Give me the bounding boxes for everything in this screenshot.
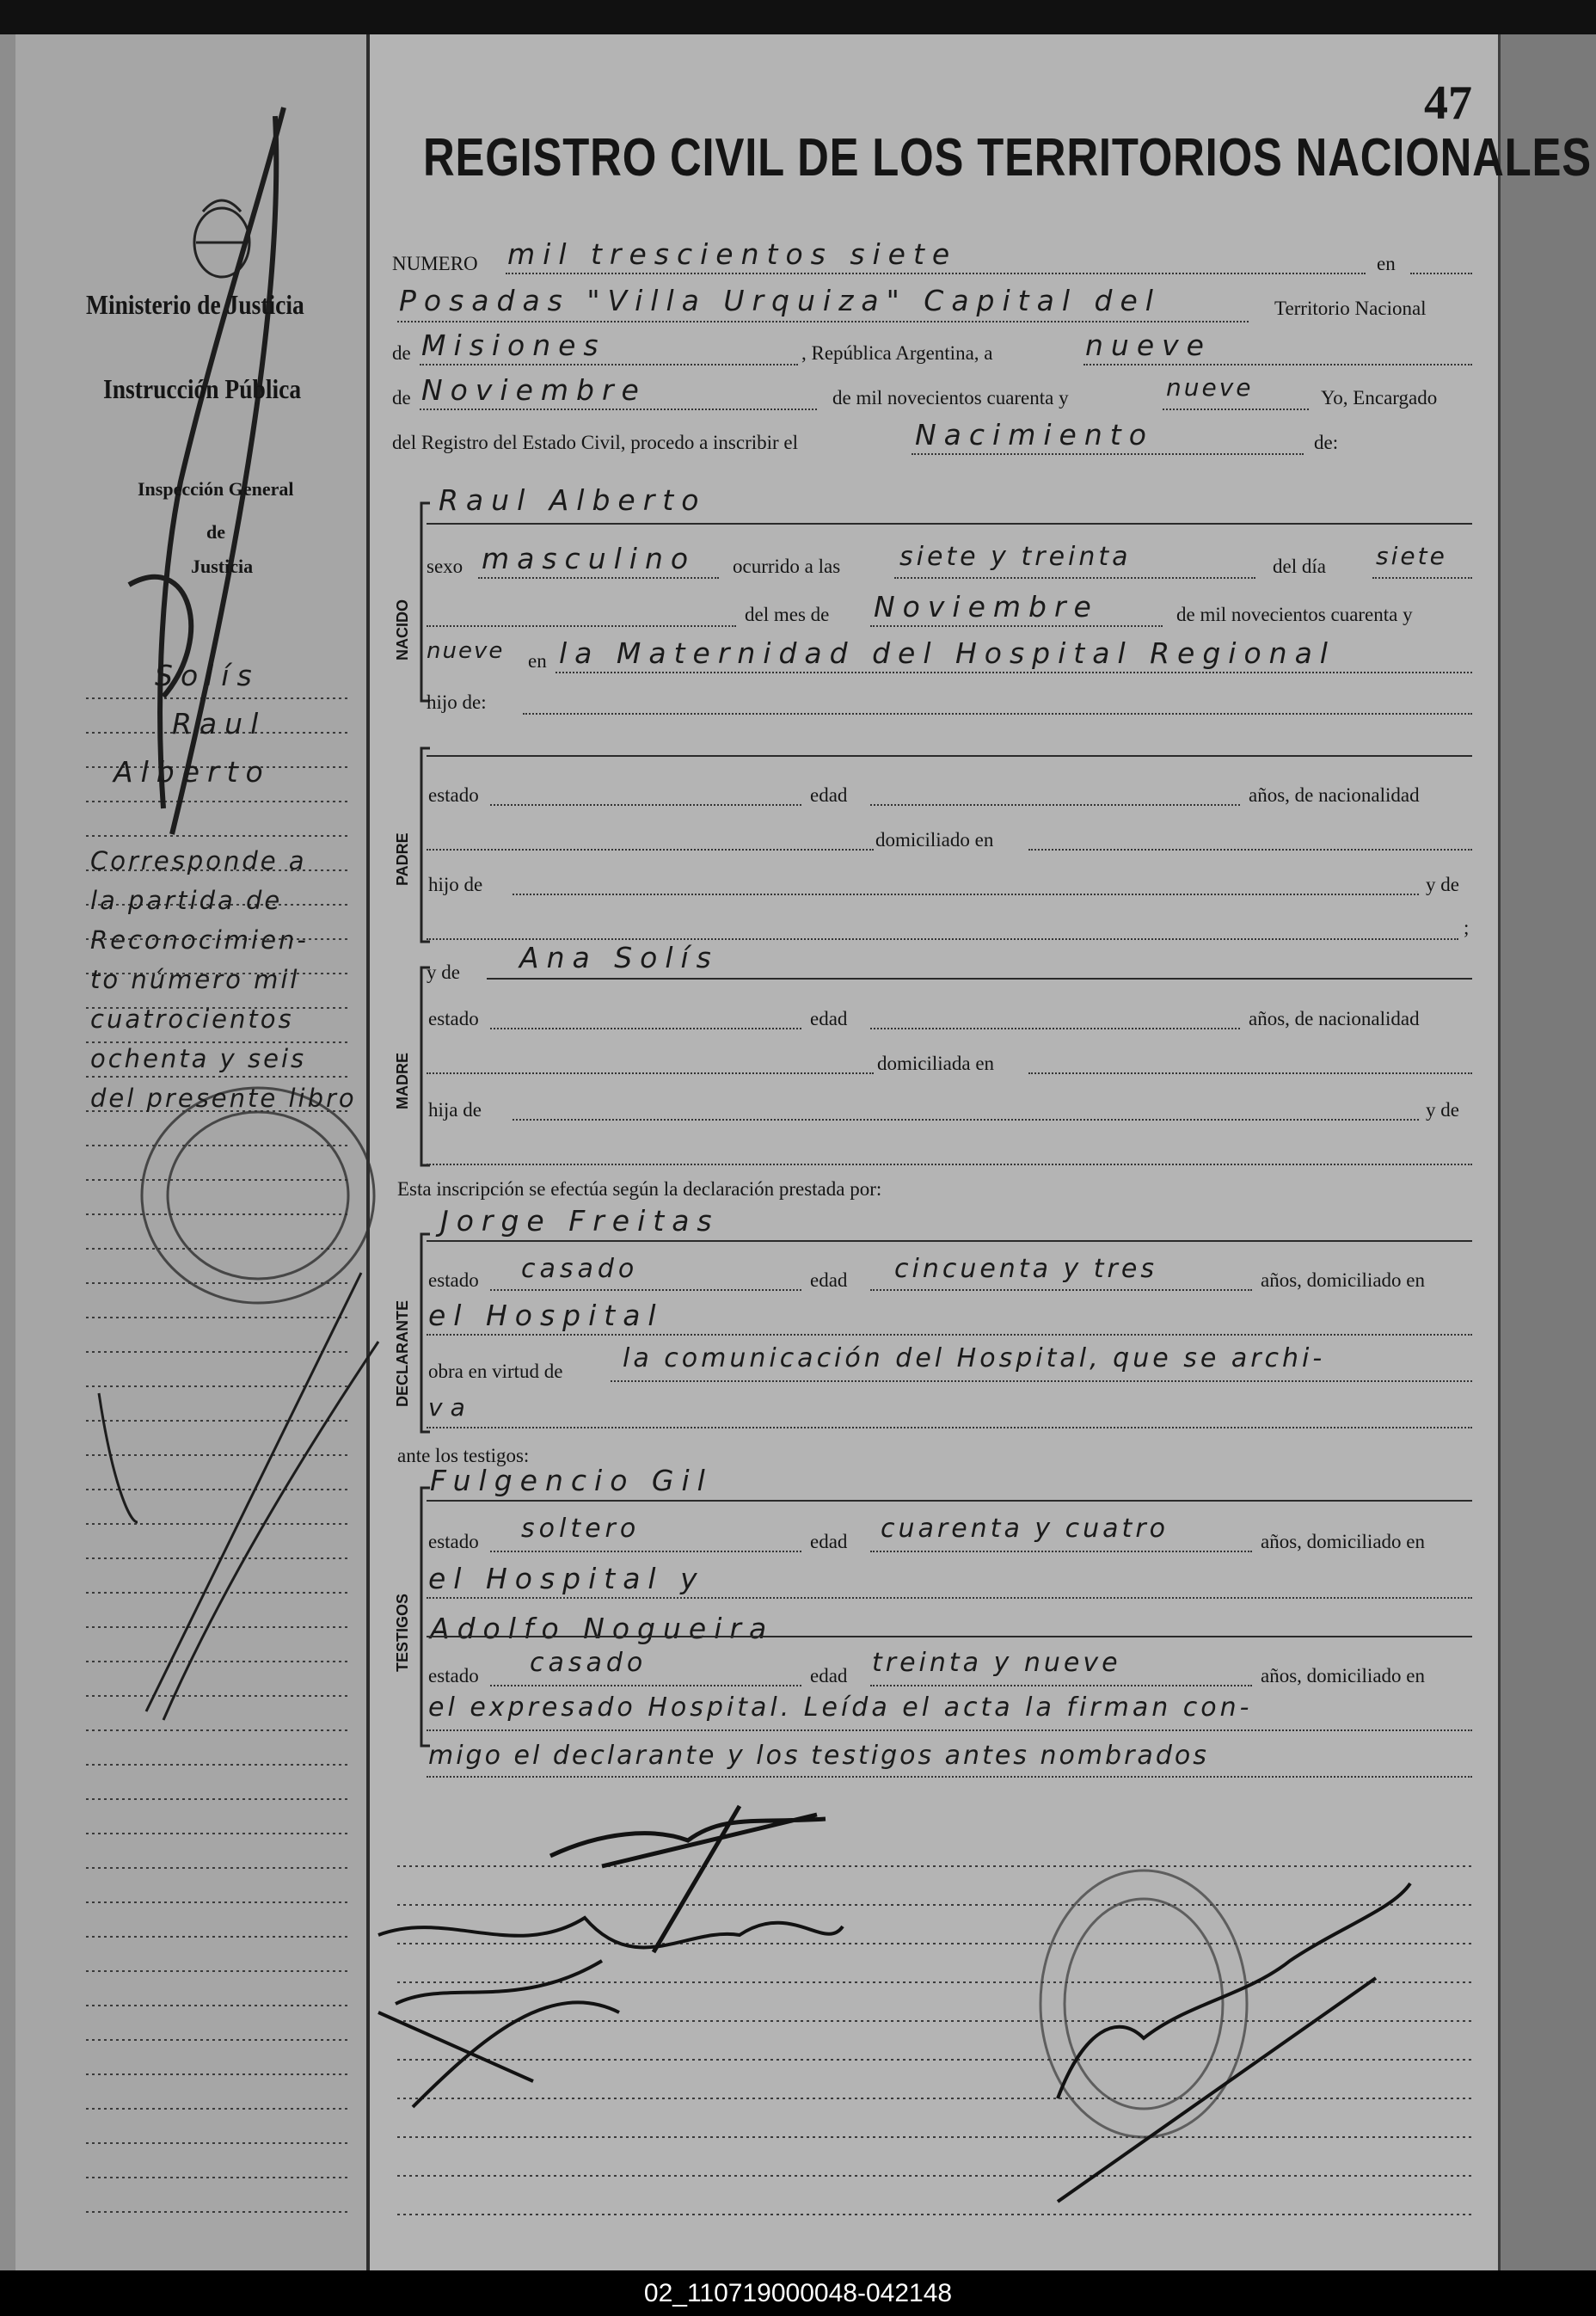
label-de-2: de [392, 387, 411, 409]
stub-hw-name1: Raul [172, 707, 267, 740]
stub-hw-name2: Alberto [114, 755, 271, 789]
t2-label-edad: edad [810, 1665, 848, 1686]
hw-mes: Noviembre [421, 373, 647, 407]
madre-label-y-de: y de [427, 961, 460, 983]
registrar-signature [1058, 1883, 1410, 2202]
t1-label-anos-dom: años, domiciliado en [1261, 1531, 1425, 1552]
section-label-nacido: NACIDO [394, 599, 411, 660]
label-del-mes: del mes de [745, 604, 830, 625]
label-del-registro: del Registro del Estado Civil, procedo a inscribir el [392, 432, 799, 453]
hw-acta: Nacimiento [915, 418, 1154, 452]
hw-testigo1: Fulgencio Gil [430, 1464, 713, 1497]
document-id-footer: 02_110719000048-042148 [0, 2270, 1596, 2316]
t2-label-estado: estado [428, 1665, 479, 1686]
witness-signatures [378, 1918, 843, 2107]
decl-label-estado: estado [428, 1269, 479, 1291]
decl-label-anos-dom: años, domiciliado en [1261, 1269, 1425, 1291]
stub-inspection-line1: Inspección General [138, 478, 294, 500]
hw-cierre-2: migo el declarante y los testigos antes nombrados [428, 1741, 1209, 1771]
padre-label-edad: edad [810, 784, 848, 806]
hw-lugar-nac: la Maternidad del Hospital Regional [559, 636, 1335, 670]
hw-nombre: Raul Alberto [439, 483, 707, 517]
stub-note-line6: ochenta y seis [90, 1044, 307, 1073]
hw-madre: Ana Solís [519, 941, 719, 974]
stub-inspection-line3: Justicia [191, 556, 254, 577]
section-label-padre: PADRE [394, 832, 411, 886]
stub-note-line1: Corresponde a [90, 846, 307, 875]
decl-label-edad: edad [810, 1269, 848, 1291]
hw-sexo: masculino [482, 542, 697, 575]
stub-hw-surname: Solís [155, 659, 260, 692]
hw-decl-edad: cincuenta y tres [894, 1254, 1157, 1284]
padre-semicolon: ; [1464, 917, 1470, 938]
hw-t2-estado: casado [530, 1648, 648, 1678]
main-ruled-lines [397, 1866, 1472, 2215]
hw-lugar: Posadas "Villa Urquiza" Capital del [399, 284, 1161, 317]
declarant-signature [550, 1806, 826, 1952]
hw-obra-1: la comunicación del Hospital, que se archi- [623, 1343, 1326, 1373]
madre-label-edad: edad [810, 1008, 848, 1029]
hw-numero: mil trescientos siete [507, 237, 958, 271]
t1-label-estado: estado [428, 1531, 479, 1552]
madre-label-domiciliada: domiciliada en [877, 1053, 995, 1074]
stub-note-line5: cuatrocientos [90, 1004, 294, 1034]
label-declaracion: Esta inscripción se efectúa según la declaración prestada por: [397, 1178, 882, 1200]
label-hijo-de-colon: hijo de: [427, 691, 487, 713]
padre-label-anos: años, de nacionalidad [1249, 784, 1420, 806]
stub-note-line3: Reconocimien- [90, 925, 309, 955]
hw-anio-nac: nueve [427, 638, 505, 664]
t2-label-anos-dom: años, domiciliado en [1261, 1665, 1425, 1686]
padre-label-estado: estado [428, 784, 479, 806]
hw-dia: nueve [1085, 329, 1212, 362]
section-label-testigos: TESTIGOS [394, 1593, 411, 1672]
madre-label-hija-de: hija de [428, 1099, 482, 1121]
section-label-madre: MADRE [394, 1053, 411, 1109]
stub-seal-stamp [142, 1088, 374, 1303]
stub-ministry-line1: Ministerio de Justicia [86, 289, 304, 320]
drawing-layer [0, 34, 1596, 2270]
label-republica: , República Argentina, a [801, 342, 993, 364]
hw-obra-2: va [428, 1393, 473, 1422]
stub-ministry-line2: Instrucción Pública [103, 373, 302, 404]
label-yo-encargado: Yo, Encargado [1321, 387, 1438, 409]
section-braces [421, 503, 430, 1746]
hw-mes-nac: Noviembre [874, 590, 1099, 624]
stub-note-line4: to número mil [90, 965, 300, 994]
hw-hora: siete y treinta [899, 542, 1132, 572]
label-en-2: en [528, 650, 547, 672]
hw-territorio: Misiones [421, 329, 606, 362]
hw-testigo2: Adolfo Nogueira [430, 1612, 775, 1645]
page-number: 47 [1424, 77, 1472, 130]
page-title: REGISTRO CIVIL DE LOS TERRITORIOS NACIONALES [423, 128, 1592, 187]
hw-decl-dom: el Hospital [428, 1299, 664, 1332]
section-label-declarante: DECLARANTE [394, 1300, 411, 1407]
hw-cierre-1: el expresado Hospital. Leída el acta la firman con- [428, 1692, 1253, 1723]
hw-t2-edad: treinta y nueve [872, 1648, 1121, 1678]
label-ante-testigos: ante los testigos: [397, 1445, 530, 1466]
padre-label-domiciliado: domiciliado en [875, 829, 994, 851]
hw-decl-estado: casado [521, 1254, 639, 1284]
stub-note-line7: del presente libro [90, 1084, 357, 1113]
label-de-colon: de: [1314, 432, 1339, 453]
stub-inspection-line2: de [206, 521, 225, 543]
stub-note-line2: la partida de [90, 886, 283, 915]
hw-t1-dom: el Hospital y [428, 1562, 705, 1595]
padre-label-hijo-de: hijo de [428, 874, 483, 895]
padre-label-y-de: y de [1426, 874, 1459, 895]
label-territorio-nacional: Territorio Nacional [1274, 298, 1427, 319]
label-de-mil-2: de mil novecientos cuarenta y [1176, 604, 1413, 625]
hw-anio: nueve [1166, 373, 1254, 402]
label-de-1: de [392, 342, 411, 364]
hw-dia-nac: siete [1376, 542, 1447, 570]
label-en: en [1377, 253, 1396, 274]
madre-label-y-de-2: y de [1426, 1099, 1459, 1121]
hw-declarante: Jorge Freitas [440, 1204, 720, 1238]
stub-seal-signature [99, 1273, 378, 1720]
madre-label-anos: años, de nacionalidad [1249, 1008, 1420, 1029]
label-numero: NUMERO [392, 253, 478, 274]
label-ocurrido: ocurrido a las [733, 556, 841, 577]
t1-label-edad: edad [810, 1531, 848, 1552]
hw-t1-estado: soltero [521, 1514, 641, 1544]
document-page [0, 34, 1596, 2270]
label-de-mil: de mil novecientos cuarenta y [832, 387, 1069, 409]
hw-t1-edad: cuarenta y cuatro [881, 1514, 1169, 1544]
registrar-seal-stamp [1040, 1871, 1247, 2137]
label-del-dia: del día [1273, 556, 1326, 577]
label-obra: obra en virtud de [428, 1361, 563, 1382]
label-sexo: sexo [427, 556, 463, 577]
madre-label-estado: estado [428, 1008, 479, 1029]
